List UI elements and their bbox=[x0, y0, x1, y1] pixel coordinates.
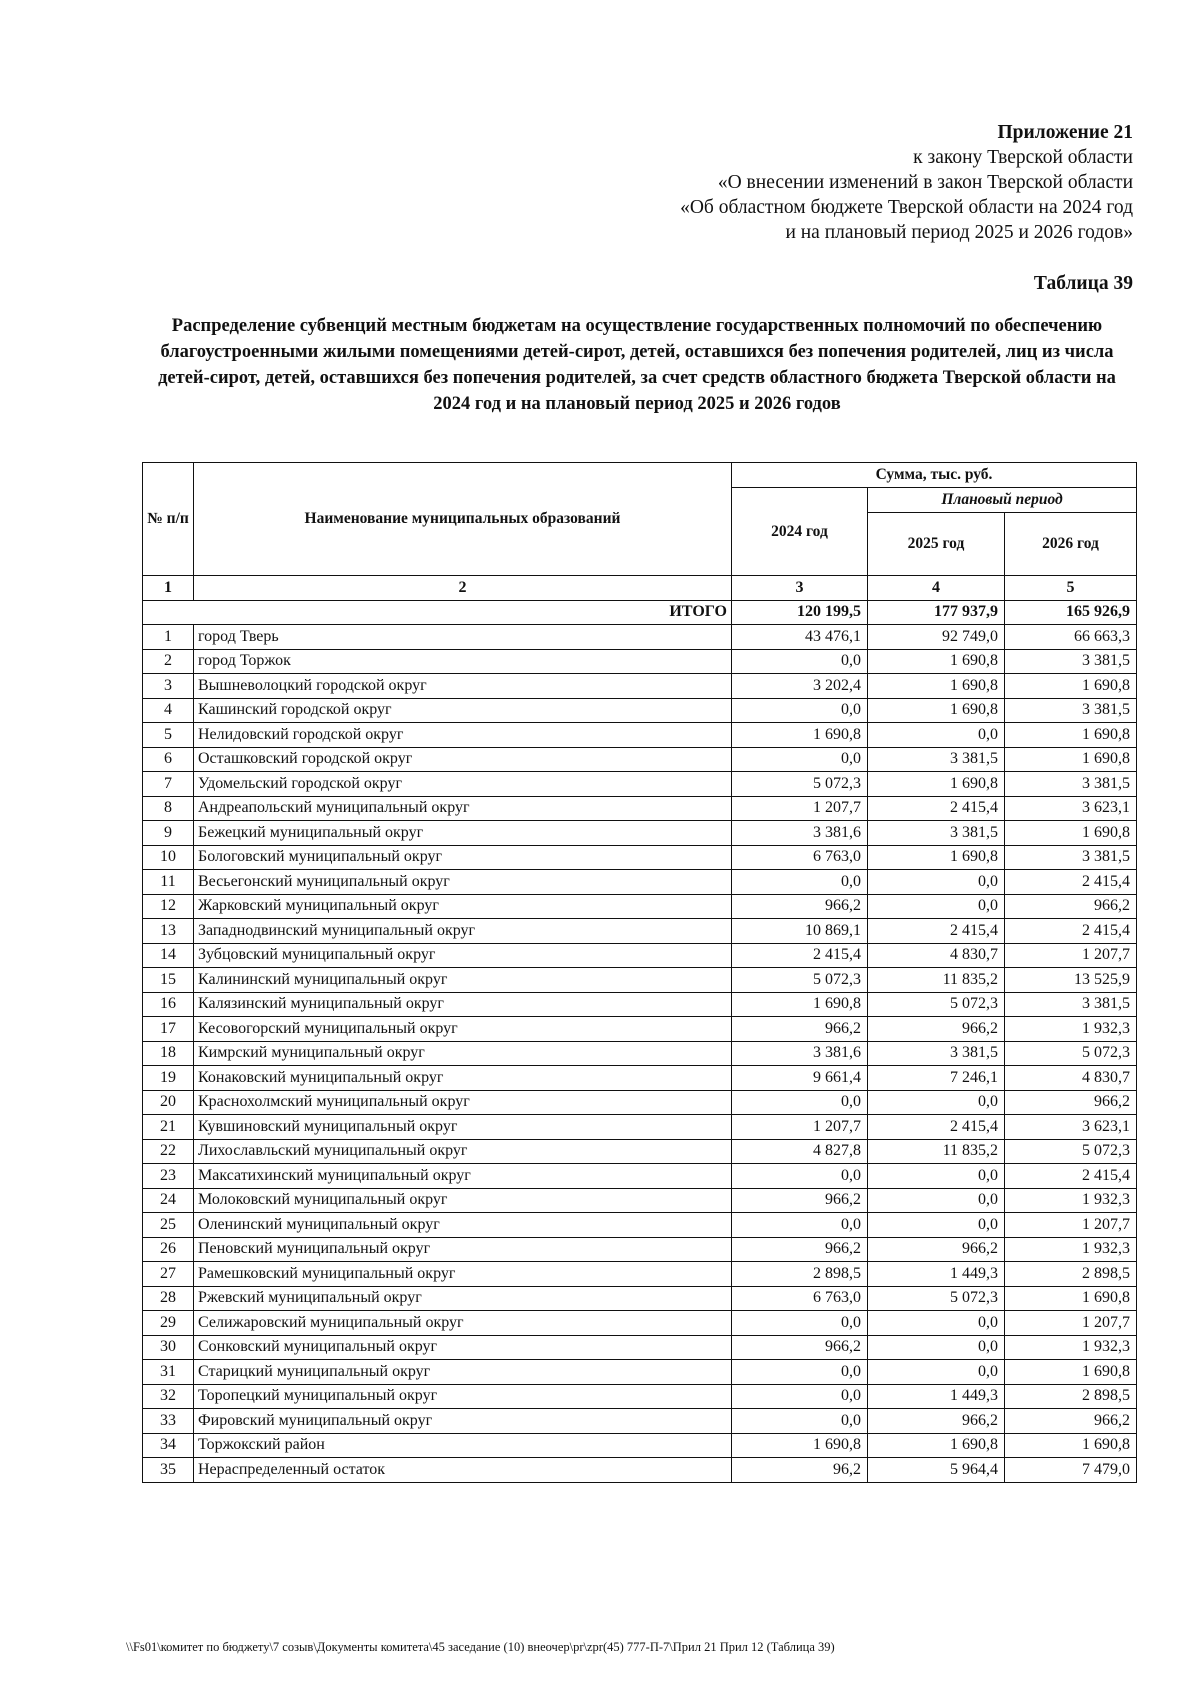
municipality-name: Молоковский муниципальный округ bbox=[194, 1188, 732, 1213]
header-num: № п/п bbox=[143, 463, 194, 576]
municipality-name: Осташковский городской округ bbox=[194, 747, 732, 772]
table-row bbox=[143, 1188, 1137, 1213]
table-row bbox=[143, 1066, 1137, 1091]
appendix-line: и на плановый период 2025 и 2026 годов» bbox=[785, 222, 1133, 243]
table-row bbox=[143, 1458, 1137, 1483]
value-2025: 11 835,2 bbox=[868, 968, 1005, 993]
value-2025: 92 749,0 bbox=[868, 625, 1005, 650]
value-2025: 0,0 bbox=[868, 723, 1005, 748]
value-2025: 0,0 bbox=[868, 1213, 1005, 1238]
row-number: 19 bbox=[143, 1066, 194, 1091]
row-number: 14 bbox=[143, 943, 194, 968]
table-row bbox=[143, 870, 1137, 895]
appendix-line: «О внесении изменений в закон Тверской области bbox=[717, 172, 1133, 193]
municipality-name: Зубцовский муниципальный округ bbox=[194, 943, 732, 968]
value-2026: 1 932,3 bbox=[1005, 1335, 1137, 1360]
value-2026: 1 690,8 bbox=[1005, 1433, 1137, 1458]
row-number: 25 bbox=[143, 1213, 194, 1238]
document-title: Распределение субвенций местным бюджетам на осуществление государственных полномочий по обеспечению благоустроенными жилыми помещениями детей-сирот, детей, оставшихся без попечения родителей, лиц из числа детей-сирот, детей, оставшихся без попечения родителей, за счет средств областного бюджета Тверской области на 2024 год и на плановый период 2025 и 2026 годов bbox=[158, 316, 1116, 414]
table-row bbox=[143, 747, 1137, 772]
value-2025: 0,0 bbox=[868, 1090, 1005, 1115]
municipality-name: Ржевский муниципальный округ bbox=[194, 1286, 732, 1311]
table-row bbox=[143, 894, 1137, 919]
table-body bbox=[143, 625, 1137, 1483]
table-row bbox=[143, 1433, 1137, 1458]
value-2024: 2 415,4 bbox=[732, 943, 868, 968]
table-row bbox=[143, 772, 1137, 797]
table-row bbox=[143, 821, 1137, 846]
value-2026: 3 381,5 bbox=[1005, 845, 1137, 870]
table-row bbox=[143, 1384, 1137, 1409]
table-row bbox=[143, 943, 1137, 968]
value-2026: 966,2 bbox=[1005, 1090, 1137, 1115]
row-number: 1 bbox=[143, 625, 194, 650]
row-number: 35 bbox=[143, 1458, 194, 1483]
value-2024: 0,0 bbox=[732, 1164, 868, 1189]
colnum-5: 5 bbox=[1005, 576, 1137, 601]
value-2025: 966,2 bbox=[868, 1409, 1005, 1434]
value-2024: 0,0 bbox=[732, 649, 868, 674]
municipality-name: Краснохолмский муниципальный округ bbox=[194, 1090, 732, 1115]
row-number: 17 bbox=[143, 1017, 194, 1042]
value-2025: 1 690,8 bbox=[868, 845, 1005, 870]
value-2024: 1 690,8 bbox=[732, 1433, 868, 1458]
row-number: 18 bbox=[143, 1041, 194, 1066]
value-2025: 11 835,2 bbox=[868, 1139, 1005, 1164]
value-2024: 5 072,3 bbox=[732, 968, 868, 993]
table-row bbox=[143, 674, 1137, 699]
value-2026: 5 072,3 bbox=[1005, 1041, 1137, 1066]
total-row bbox=[143, 600, 1137, 625]
value-2025: 1 690,8 bbox=[868, 674, 1005, 699]
value-2026: 1 690,8 bbox=[1005, 1286, 1137, 1311]
municipality-name: город Торжок bbox=[194, 649, 732, 674]
colnum-2: 2 bbox=[194, 576, 732, 601]
row-number: 2 bbox=[143, 649, 194, 674]
value-2026: 1 207,7 bbox=[1005, 943, 1137, 968]
value-2024: 1 207,7 bbox=[732, 796, 868, 821]
row-number: 4 bbox=[143, 698, 194, 723]
value-2026: 3 381,5 bbox=[1005, 772, 1137, 797]
value-2024: 0,0 bbox=[732, 1213, 868, 1238]
appendix-title: Приложение 21 bbox=[997, 122, 1133, 143]
value-2024: 0,0 bbox=[732, 1090, 868, 1115]
table-row bbox=[143, 1335, 1137, 1360]
value-2024: 6 763,0 bbox=[732, 1286, 868, 1311]
value-2025: 1 449,3 bbox=[868, 1384, 1005, 1409]
value-2024: 10 869,1 bbox=[732, 919, 868, 944]
row-number: 22 bbox=[143, 1139, 194, 1164]
row-number: 10 bbox=[143, 845, 194, 870]
table-row bbox=[143, 1139, 1137, 1164]
municipality-name: Кесовогорский муниципальный округ bbox=[194, 1017, 732, 1042]
value-2024: 0,0 bbox=[732, 747, 868, 772]
appendix-header bbox=[680, 120, 1133, 245]
value-2024: 3 202,4 bbox=[732, 674, 868, 699]
table-row bbox=[143, 625, 1137, 650]
table-row bbox=[143, 1213, 1137, 1238]
colnum-1: 1 bbox=[143, 576, 194, 601]
municipality-name: Фировский муниципальный округ bbox=[194, 1409, 732, 1434]
value-2026: 966,2 bbox=[1005, 894, 1137, 919]
value-2026: 1 932,3 bbox=[1005, 1237, 1137, 1262]
row-number: 30 bbox=[143, 1335, 194, 1360]
total-2026: 165 926,9 bbox=[1005, 600, 1137, 625]
appendix-line: к закону Тверской области bbox=[913, 147, 1133, 168]
row-number: 16 bbox=[143, 992, 194, 1017]
municipality-name: Калининский муниципальный округ bbox=[194, 968, 732, 993]
value-2026: 13 525,9 bbox=[1005, 968, 1137, 993]
header-name: Наименование муниципальных образований bbox=[194, 463, 732, 576]
value-2024: 966,2 bbox=[732, 1188, 868, 1213]
value-2026: 1 690,8 bbox=[1005, 674, 1137, 699]
municipality-name: Селижаровский муниципальный округ bbox=[194, 1311, 732, 1336]
value-2026: 7 479,0 bbox=[1005, 1458, 1137, 1483]
value-2026: 1 690,8 bbox=[1005, 1360, 1137, 1385]
municipality-name: Рамешковский муниципальный округ bbox=[194, 1262, 732, 1287]
table-row bbox=[143, 796, 1137, 821]
municipality-name: Пеновский муниципальный округ bbox=[194, 1237, 732, 1262]
row-number: 28 bbox=[143, 1286, 194, 1311]
municipality-name: Торжокский район bbox=[194, 1433, 732, 1458]
value-2024: 0,0 bbox=[732, 698, 868, 723]
value-2026: 3 623,1 bbox=[1005, 796, 1137, 821]
municipality-name: Оленинский муниципальный округ bbox=[194, 1213, 732, 1238]
value-2025: 1 690,8 bbox=[868, 772, 1005, 797]
municipality-name: Торопецкий муниципальный округ bbox=[194, 1384, 732, 1409]
value-2025: 2 415,4 bbox=[868, 796, 1005, 821]
row-number: 12 bbox=[143, 894, 194, 919]
row-number: 24 bbox=[143, 1188, 194, 1213]
municipality-name: Западнодвинский муниципальный округ bbox=[194, 919, 732, 944]
value-2025: 1 690,8 bbox=[868, 1433, 1005, 1458]
value-2025: 0,0 bbox=[868, 894, 1005, 919]
municipality-name: Вышневолоцкий городской округ bbox=[194, 674, 732, 699]
municipality-name: Удомельский городской округ bbox=[194, 772, 732, 797]
value-2024: 96,2 bbox=[732, 1458, 868, 1483]
row-number: 21 bbox=[143, 1115, 194, 1140]
value-2025: 4 830,7 bbox=[868, 943, 1005, 968]
row-number: 11 bbox=[143, 870, 194, 895]
value-2026: 1 690,8 bbox=[1005, 723, 1137, 748]
table-row bbox=[143, 1262, 1137, 1287]
value-2026: 4 830,7 bbox=[1005, 1066, 1137, 1091]
value-2025: 1 690,8 bbox=[868, 649, 1005, 674]
value-2026: 1 932,3 bbox=[1005, 1017, 1137, 1042]
municipality-name: Старицкий муниципальный округ bbox=[194, 1360, 732, 1385]
value-2025: 5 964,4 bbox=[868, 1458, 1005, 1483]
value-2025: 5 072,3 bbox=[868, 992, 1005, 1017]
table-row bbox=[143, 1311, 1137, 1336]
value-2025: 966,2 bbox=[868, 1237, 1005, 1262]
table-row bbox=[143, 1360, 1137, 1385]
value-2026: 3 623,1 bbox=[1005, 1115, 1137, 1140]
value-2024: 3 381,6 bbox=[732, 821, 868, 846]
value-2026: 2 898,5 bbox=[1005, 1262, 1137, 1287]
value-2024: 4 827,8 bbox=[732, 1139, 868, 1164]
municipality-name: Весьегонский муниципальный округ bbox=[194, 870, 732, 895]
value-2024: 1 690,8 bbox=[732, 992, 868, 1017]
value-2025: 0,0 bbox=[868, 1164, 1005, 1189]
value-2025: 0,0 bbox=[868, 870, 1005, 895]
table-row bbox=[143, 1409, 1137, 1434]
row-number: 34 bbox=[143, 1433, 194, 1458]
header-2026: 2026 год bbox=[1005, 513, 1137, 576]
municipality-name: Лихославльский муниципальный округ bbox=[194, 1139, 732, 1164]
table-row bbox=[143, 698, 1137, 723]
header-2024: 2024 год bbox=[732, 488, 868, 576]
row-number: 3 bbox=[143, 674, 194, 699]
value-2024: 43 476,1 bbox=[732, 625, 868, 650]
row-number: 8 bbox=[143, 796, 194, 821]
municipality-name: Бежецкий муниципальный округ bbox=[194, 821, 732, 846]
value-2024: 1 207,7 bbox=[732, 1115, 868, 1140]
value-2026: 2 898,5 bbox=[1005, 1384, 1137, 1409]
value-2025: 3 381,5 bbox=[868, 747, 1005, 772]
total-label: ИТОГО bbox=[143, 600, 732, 625]
value-2024: 966,2 bbox=[732, 1017, 868, 1042]
value-2024: 0,0 bbox=[732, 1360, 868, 1385]
table-row bbox=[143, 919, 1137, 944]
municipality-name: Нераспределенный остаток bbox=[194, 1458, 732, 1483]
municipality-name: Конаковский муниципальный округ bbox=[194, 1066, 732, 1091]
value-2024: 1 690,8 bbox=[732, 723, 868, 748]
value-2025: 966,2 bbox=[868, 1017, 1005, 1042]
value-2024: 9 661,4 bbox=[732, 1066, 868, 1091]
value-2026: 1 690,8 bbox=[1005, 821, 1137, 846]
row-number: 29 bbox=[143, 1311, 194, 1336]
value-2024: 966,2 bbox=[732, 1237, 868, 1262]
total-2024: 120 199,5 bbox=[732, 600, 868, 625]
appendix-line: «Об областном бюджете Тверской области на 2024 год bbox=[680, 197, 1133, 218]
municipality-name: Кашинский городской округ bbox=[194, 698, 732, 723]
row-number: 5 bbox=[143, 723, 194, 748]
table-row bbox=[143, 1164, 1137, 1189]
municipality-name: Бологовский муниципальный округ bbox=[194, 845, 732, 870]
column-number-row bbox=[143, 576, 1137, 601]
municipality-name: Андреапольский муниципальный округ bbox=[194, 796, 732, 821]
row-number: 13 bbox=[143, 919, 194, 944]
table-row bbox=[143, 1041, 1137, 1066]
value-2025: 3 381,5 bbox=[868, 1041, 1005, 1066]
value-2024: 0,0 bbox=[732, 1311, 868, 1336]
value-2026: 966,2 bbox=[1005, 1409, 1137, 1434]
value-2026: 3 381,5 bbox=[1005, 698, 1137, 723]
table-row bbox=[143, 845, 1137, 870]
table-label: Таблица 39 bbox=[1033, 273, 1133, 294]
value-2024: 966,2 bbox=[732, 894, 868, 919]
municipality-name: Нелидовский городской округ bbox=[194, 723, 732, 748]
header-2025: 2025 год bbox=[868, 513, 1005, 576]
table-row bbox=[143, 649, 1137, 674]
value-2024: 0,0 bbox=[732, 1409, 868, 1434]
value-2024: 2 898,5 bbox=[732, 1262, 868, 1287]
row-number: 6 bbox=[143, 747, 194, 772]
value-2026: 3 381,5 bbox=[1005, 992, 1137, 1017]
row-number: 9 bbox=[143, 821, 194, 846]
row-number: 7 bbox=[143, 772, 194, 797]
value-2024: 0,0 bbox=[732, 870, 868, 895]
row-number: 20 bbox=[143, 1090, 194, 1115]
value-2025: 3 381,5 bbox=[868, 821, 1005, 846]
table-row bbox=[143, 723, 1137, 748]
colnum-4: 4 bbox=[868, 576, 1005, 601]
value-2024: 5 072,3 bbox=[732, 772, 868, 797]
value-2026: 5 072,3 bbox=[1005, 1139, 1137, 1164]
value-2026: 1 207,7 bbox=[1005, 1311, 1137, 1336]
value-2026: 1 207,7 bbox=[1005, 1213, 1137, 1238]
row-number: 23 bbox=[143, 1164, 194, 1189]
municipality-name: Кувшиновский муниципальный округ bbox=[194, 1115, 732, 1140]
row-number: 27 bbox=[143, 1262, 194, 1287]
row-number: 26 bbox=[143, 1237, 194, 1262]
table-row bbox=[143, 1017, 1137, 1042]
municipality-name: Калязинский муниципальный округ bbox=[194, 992, 732, 1017]
value-2026: 2 415,4 bbox=[1005, 870, 1137, 895]
total-2025: 177 937,9 bbox=[868, 600, 1005, 625]
table-row bbox=[143, 1237, 1137, 1262]
colnum-3: 3 bbox=[732, 576, 868, 601]
row-number: 32 bbox=[143, 1384, 194, 1409]
value-2026: 2 415,4 bbox=[1005, 1164, 1137, 1189]
table-row bbox=[143, 968, 1137, 993]
value-2025: 1 690,8 bbox=[868, 698, 1005, 723]
value-2025: 2 415,4 bbox=[868, 919, 1005, 944]
value-2025: 1 449,3 bbox=[868, 1262, 1005, 1287]
table-row bbox=[143, 1090, 1137, 1115]
value-2024: 6 763,0 bbox=[732, 845, 868, 870]
municipality-name: Максатихинский муниципальный округ bbox=[194, 1164, 732, 1189]
value-2025: 7 246,1 bbox=[868, 1066, 1005, 1091]
value-2024: 0,0 bbox=[732, 1384, 868, 1409]
value-2025: 5 072,3 bbox=[868, 1286, 1005, 1311]
value-2024: 3 381,6 bbox=[732, 1041, 868, 1066]
header-plan-period: Плановый период bbox=[868, 488, 1137, 513]
value-2026: 2 415,4 bbox=[1005, 919, 1137, 944]
municipality-name: Кимрский муниципальный округ bbox=[194, 1041, 732, 1066]
subvention-table bbox=[142, 462, 1137, 1483]
value-2025: 0,0 bbox=[868, 1335, 1005, 1360]
table-row bbox=[143, 992, 1137, 1017]
municipality-name: Сонковский муниципальный округ bbox=[194, 1335, 732, 1360]
value-2025: 2 415,4 bbox=[868, 1115, 1005, 1140]
file-path-footer: \\Fs01\комитет по бюджету\7 созыв\Документы комитета\45 заседание (10) внеочер\pr\zpr(45) 777-П-7\Прил 21 Прил 12 (Таблица 39) bbox=[126, 1640, 835, 1654]
value-2026: 3 381,5 bbox=[1005, 649, 1137, 674]
municipality-name: Жарковский муниципальный округ bbox=[194, 894, 732, 919]
value-2026: 1 932,3 bbox=[1005, 1188, 1137, 1213]
row-number: 15 bbox=[143, 968, 194, 993]
value-2025: 0,0 bbox=[868, 1188, 1005, 1213]
value-2025: 0,0 bbox=[868, 1360, 1005, 1385]
header-sum: Сумма, тыс. руб. bbox=[732, 463, 1137, 488]
value-2026: 1 690,8 bbox=[1005, 747, 1137, 772]
row-number: 33 bbox=[143, 1409, 194, 1434]
municipality-name: город Тверь bbox=[194, 625, 732, 650]
table-row bbox=[143, 1286, 1137, 1311]
value-2025: 0,0 bbox=[868, 1311, 1005, 1336]
table-row bbox=[143, 1115, 1137, 1140]
value-2026: 66 663,3 bbox=[1005, 625, 1137, 650]
row-number: 31 bbox=[143, 1360, 194, 1385]
value-2024: 966,2 bbox=[732, 1335, 868, 1360]
